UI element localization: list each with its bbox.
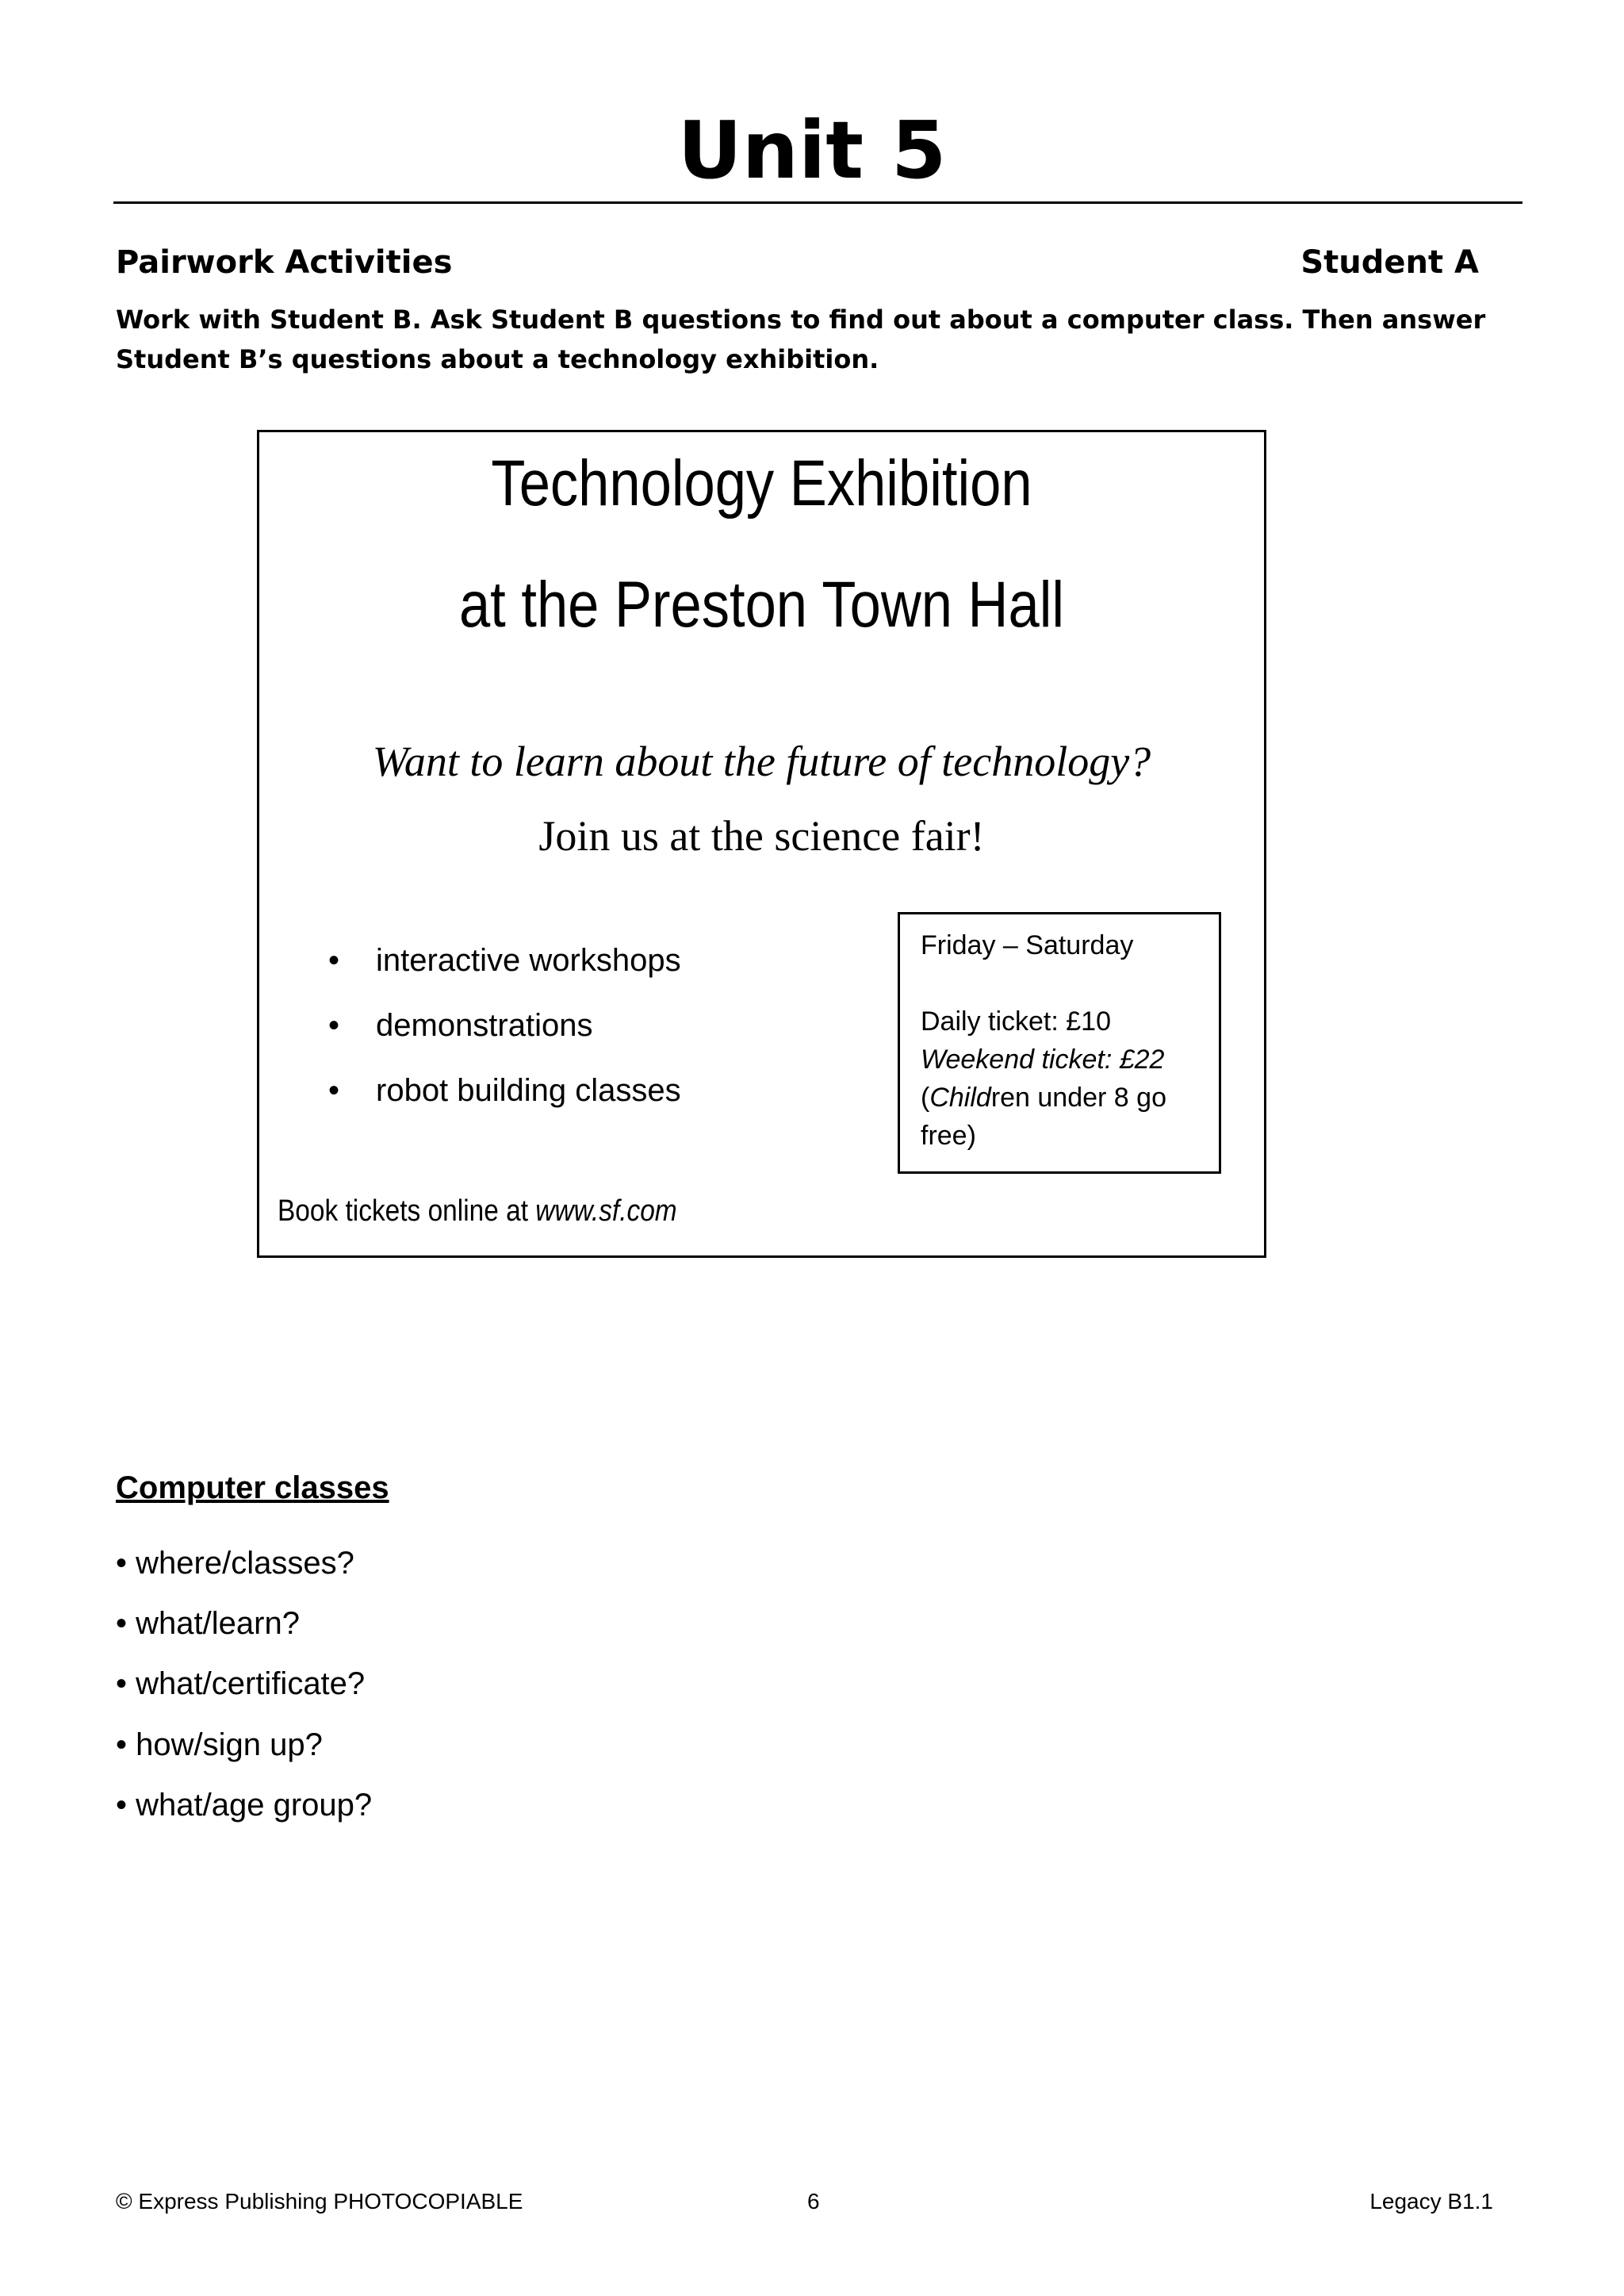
feature-label: interactive workshops	[376, 943, 681, 978]
question-text: how/sign up?	[136, 1727, 323, 1762]
computer-classes-heading: Computer classes	[116, 1470, 389, 1505]
info-weekend-ticket: Weekend ticket: £22	[921, 1045, 1165, 1075]
feature-label: demonstrations	[376, 1008, 593, 1043]
advert-title-line2: at the Preston Town Hall	[458, 569, 1065, 641]
question-item	[116, 1725, 323, 1765]
feature-item	[328, 1006, 592, 1045]
info-days: Friday – Saturday	[921, 930, 1134, 960]
bullet-icon: •	[116, 1666, 128, 1701]
info-daily-ticket: Daily ticket: £10	[921, 1006, 1111, 1037]
bullet-icon: •	[328, 943, 340, 978]
activities-heading: Pairwork Activities	[116, 244, 453, 281]
title-divider	[113, 201, 1522, 204]
question-item	[116, 1785, 372, 1825]
info-children-note	[921, 1079, 1206, 1155]
feature-label: robot building classes	[376, 1073, 681, 1108]
question-text: what/learn?	[136, 1606, 300, 1641]
question-item	[116, 1543, 354, 1583]
children-open: (	[921, 1083, 930, 1113]
feature-item	[328, 941, 681, 980]
children-rest: ren under 8 go free)	[921, 1083, 1166, 1151]
children-italic: Child	[929, 1083, 991, 1113]
advert-join-text: Join us at the science fair!	[538, 812, 985, 860]
advert-tagline: Want to learn about the future of technology?	[372, 738, 1151, 785]
feature-item	[328, 1071, 681, 1110]
footer-page-number: 6	[807, 2189, 820, 2214]
page-title: Unit 5	[677, 104, 947, 197]
question-item	[116, 1664, 365, 1704]
bullet-icon: •	[328, 1008, 340, 1043]
question-text: what/certificate?	[136, 1666, 366, 1701]
question-text: where/classes?	[136, 1546, 354, 1581]
bullet-icon: •	[116, 1546, 128, 1581]
instructions: Work with Student B. Ask Student B questions to find out about a computer class. Then answer Student B’s questions about a technology exhibition.	[116, 305, 1486, 374]
booking-line	[278, 1191, 677, 1231]
question-text: what/age group?	[136, 1788, 373, 1823]
footer-course-name: Legacy B1.1	[1369, 2189, 1493, 2214]
bullet-icon: •	[116, 1788, 128, 1823]
bullet-icon: •	[116, 1727, 128, 1762]
student-label: Student A	[1300, 244, 1479, 281]
question-item	[116, 1604, 300, 1643]
booking-prefix: Book tickets online at	[278, 1194, 536, 1228]
bullet-icon: •	[328, 1073, 340, 1108]
footer-copyright: © Express Publishing PHOTOCOPIABLE	[116, 2189, 523, 2214]
advert-title-line1: Technology Exhibition	[491, 447, 1032, 519]
bullet-icon: •	[116, 1606, 128, 1641]
booking-url: www.sf.com	[535, 1194, 677, 1228]
